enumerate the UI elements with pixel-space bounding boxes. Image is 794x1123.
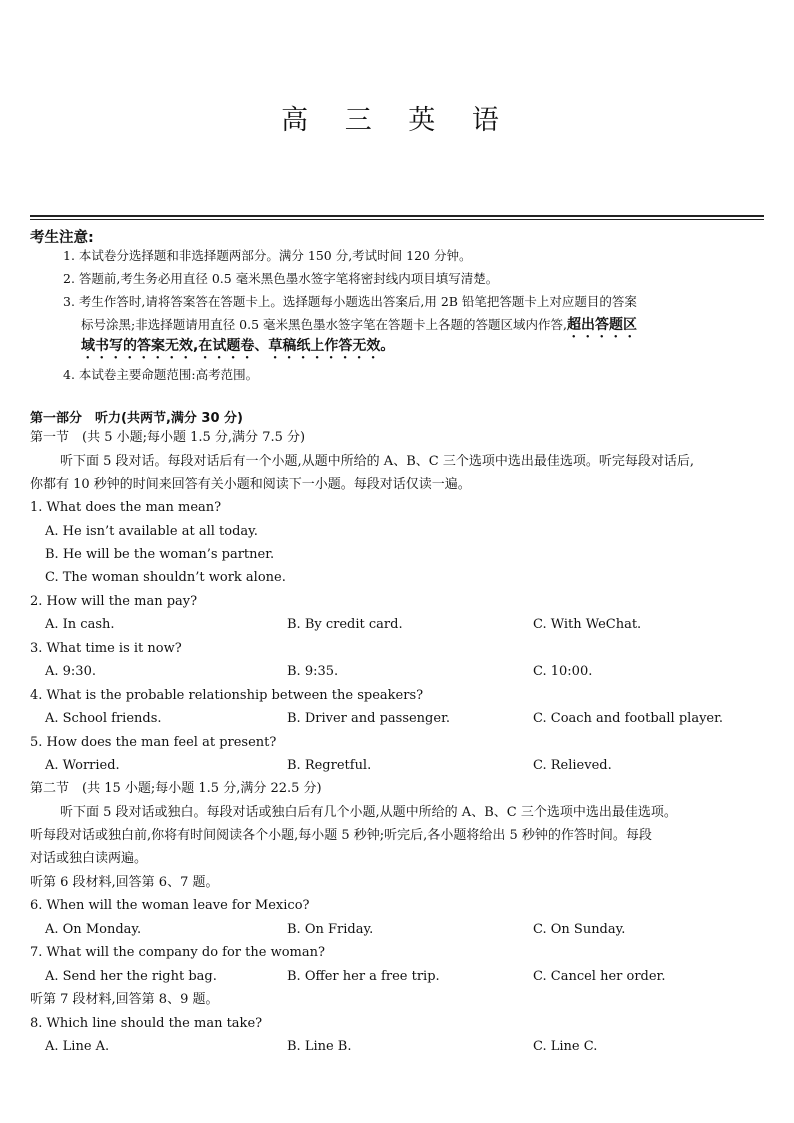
question-8-stem: 8. Which line should the man take? — [30, 1016, 263, 1031]
section2-instructions-line-1: 听下面 5 段对话或独白。每段对话或独白后有几个小题,从题中所给的 A、B、C 三个选项中选出最佳选项。 — [60, 805, 677, 820]
question-8-option-a: A. Line A. — [45, 1039, 110, 1054]
question-4-option-c: C. Coach and football player. — [533, 711, 724, 726]
question-5-stem: 5. How does the man feel at present? — [30, 735, 277, 750]
material-7-heading: 听第 7 段材料,回答第 8、9 题。 — [30, 992, 219, 1007]
question-7-stem: 7. What will the company do for the woman? — [30, 945, 325, 960]
section2-instructions-line-2: 听每段对话或独白前,你将有时间阅读各个小题,每小题 5 秒钟;听完后,各小题将给出 5 秒钟的作答时间。每段 — [30, 828, 652, 843]
question-1-stem: 1. What does the man mean? — [30, 500, 222, 515]
question-3-option-b: B. 9:35. — [287, 664, 339, 679]
header-rule-thick — [30, 215, 764, 217]
question-6-option-a: A. On Monday. — [45, 922, 142, 937]
question-3-option-a: A. 9:30. — [45, 664, 96, 679]
question-5-option-c: C. Relieved. — [533, 758, 612, 773]
notice-heading: 考生注意: — [30, 230, 94, 246]
notice-item-1: 1. 本试卷分选择题和非选择题两部分。满分 150 分,考试时间 120 分钟。 — [63, 248, 472, 263]
part1-heading: 第一部分 听力(共两节,满分 30 分) — [30, 411, 243, 426]
question-4-stem: 4. What is the probable relationship between the speakers? — [30, 688, 424, 703]
question-6-option-c: C. On Sunday. — [533, 922, 626, 937]
question-2-option-a: A. In cash. — [45, 617, 115, 632]
question-1-option-c: C. The woman shouldn’t work alone. — [45, 570, 286, 585]
section2-instructions-line-3: 对话或独白读两遍。 — [30, 851, 148, 866]
notice-item-4: 4. 本试卷主要命题范围:高考范围。 — [63, 367, 259, 382]
material-6-heading: 听第 6 段材料,回答第 6、7 题。 — [30, 875, 219, 890]
section2-heading: 第二节 (共 15 小题;每小题 1.5 分,满分 22.5 分) — [30, 781, 322, 796]
question-7-option-b: B. Offer her a free trip. — [287, 969, 440, 984]
page-title: 高 三 英 语 — [281, 105, 513, 136]
question-7-option-c: C. Cancel her order. — [533, 969, 666, 984]
question-6-stem: 6. When will the woman leave for Mexico? — [30, 898, 310, 913]
question-4-option-a: A. School friends. — [45, 711, 162, 726]
notice-item-3-line-1: 3. 考生作答时,请将答案答在答题卡上。选择题每小题选出答案后,用 2B 铅笔把答题卡上对应题目的答案 — [63, 294, 637, 309]
question-7-option-a: A. Send her the right bag. — [45, 969, 217, 984]
question-6-option-b: B. On Friday. — [287, 922, 374, 937]
question-2-stem: 2. How will the man pay? — [30, 594, 198, 609]
question-1-option-a: A. He isn’t available at all today. — [45, 524, 258, 539]
question-1-option-b: B. He will be the woman’s partner. — [45, 547, 275, 562]
question-8-option-c: C. Line C. — [533, 1039, 598, 1054]
notice-item-3-line-3: 域书写的答案无效,在试题卷、草稿纸上作答无效。 — [81, 338, 395, 354]
notice-item-2: 2. 答题前,考生务必用直径 0.5 毫米黑色墨水签字笔将密封线内项目填写清楚。 — [63, 271, 499, 286]
section1-instructions-line-1: 听下面 5 段对话。每段对话后有一个小题,从题中所给的 A、B、C 三个选项中选出最佳选项。听完每段对话后, — [60, 454, 694, 469]
question-8-option-b: B. Line B. — [287, 1039, 352, 1054]
header-rule-thin — [30, 219, 764, 220]
question-2-option-c: C. With WeChat. — [533, 617, 642, 632]
question-4-option-b: B. Driver and passenger. — [287, 711, 450, 726]
question-2-option-b: B. By credit card. — [287, 617, 403, 632]
question-3-option-c: C. 10:00. — [533, 664, 593, 679]
notice-item-3-text: 标号涂黑;非选择题请用直径 0.5 毫米黑色墨水签字笔在答题卡上各题的答题区域内作答, — [81, 317, 568, 332]
section1-heading: 第一节 (共 5 小题;每小题 1.5 分,满分 7.5 分) — [30, 430, 306, 445]
question-3-stem: 3. What time is it now? — [30, 641, 182, 656]
question-5-option-b: B. Regretful. — [287, 758, 372, 773]
section1-instructions-line-2: 你都有 10 秒钟的时间来回答有关小题和阅读下一小题。每段对话仅读一遍。 — [30, 477, 471, 492]
question-5-option-a: A. Worried. — [45, 758, 120, 773]
notice-emphasis-a: 超出答题区 — [567, 317, 638, 333]
